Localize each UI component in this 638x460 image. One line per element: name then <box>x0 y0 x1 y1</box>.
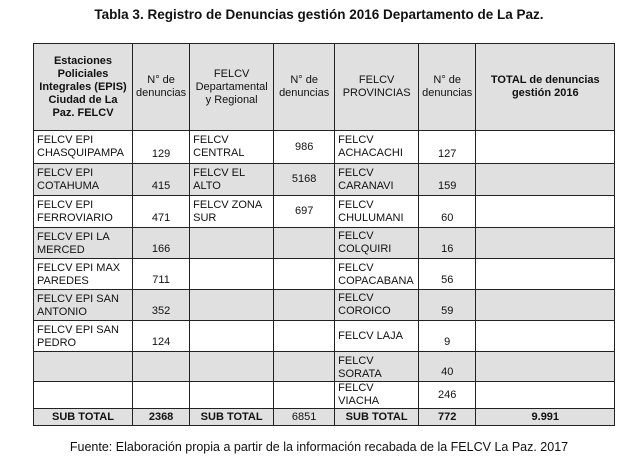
total-cell <box>476 290 615 321</box>
table-row <box>34 259 615 290</box>
denuncias-table <box>33 43 615 426</box>
departamental-count-cell: 5168 <box>274 164 335 196</box>
provincias-name-cell: FELCV LAJA <box>335 321 419 352</box>
subtotal-row <box>34 409 615 426</box>
departamental-name-cell: FELCV ZONA SUR <box>190 196 274 228</box>
departamental-count-cell <box>274 228 335 259</box>
departamental-name-cell <box>190 290 274 321</box>
subtotal-provincias: 772 <box>419 409 476 426</box>
total-cell <box>476 382 615 409</box>
epis-name-cell: FELCV EPI MAX PAREDES <box>34 259 133 290</box>
departamental-count-cell <box>274 321 335 352</box>
epis-name-cell <box>34 352 133 382</box>
departamental-name-cell <box>190 321 274 352</box>
source-note: Fuente: Elaboración propia a partir de la información recabada de la FELCV La Paz. 2017 <box>69 440 569 454</box>
table-row <box>34 382 615 409</box>
epis-name-cell: FELCV EPI SAN PEDRO <box>34 321 133 352</box>
departamental-name-cell: FELCV EL ALTO <box>190 164 274 196</box>
total-cell <box>476 228 615 259</box>
table-row <box>34 290 615 321</box>
provincias-name-cell: FELCV COLQUIRI <box>335 228 419 259</box>
provincias-count-cell: 127 <box>419 131 476 164</box>
provincias-name-cell: FELCV ACHACACHI <box>335 131 419 164</box>
provincias-name-cell: FELCV COROICO <box>335 290 419 321</box>
epis-name-cell: FELCV EPI SAN ANTONIO <box>34 290 133 321</box>
epis-count-cell: 352 <box>133 290 190 321</box>
epis-name-cell: FELCV EPI LA MERCED <box>34 228 133 259</box>
table-row <box>34 196 615 228</box>
provincias-count-cell: 59 <box>419 290 476 321</box>
epis-count-cell <box>133 382 190 409</box>
provincias-name-cell: FELCV COPACABANA <box>335 259 419 290</box>
epis-count-cell: 711 <box>133 259 190 290</box>
header-row <box>34 44 615 131</box>
total-cell <box>476 131 615 164</box>
provincias-name-cell: FELCV CARANAVI <box>335 164 419 196</box>
epis-name-cell: FELCV EPI FERROVIARIO <box>34 196 133 228</box>
departamental-name-cell <box>190 259 274 290</box>
provincias-count-cell: 16 <box>419 228 476 259</box>
header-departamental-count: N° de denuncias <box>274 44 335 131</box>
epis-name-cell: FELCV EPI CHASQUIPAMPA <box>34 131 133 164</box>
provincias-count-cell: 56 <box>419 259 476 290</box>
provincias-count-cell: 60 <box>419 196 476 228</box>
provincias-count-cell: 40 <box>419 352 476 382</box>
total-cell <box>476 321 615 352</box>
departamental-name-cell <box>190 382 274 409</box>
departamental-count-cell <box>274 290 335 321</box>
header-departamental: FELCV Departamental y Regional <box>190 44 274 131</box>
subtotal-epis: 2368 <box>133 409 190 426</box>
subtotal-label: SUB TOTAL <box>34 409 133 426</box>
epis-count-cell: 124 <box>133 321 190 352</box>
epis-count-cell: 415 <box>133 164 190 196</box>
departamental-name-cell <box>190 352 274 382</box>
subtotal-departamental: 6851 <box>274 409 335 426</box>
provincias-name-cell: FELCV VIACHA <box>335 382 419 409</box>
subtotal-label: SUB TOTAL <box>335 409 419 426</box>
epis-name-cell: FELCV EPI COTAHUMA <box>34 164 133 196</box>
header-epis-count: N° de denuncias <box>133 44 190 131</box>
departamental-count-cell: 986 <box>274 131 335 164</box>
departamental-count-cell <box>274 382 335 409</box>
epis-count-cell: 129 <box>133 131 190 164</box>
total-cell <box>476 352 615 382</box>
departamental-count-cell <box>274 352 335 382</box>
table-title: Tabla 3. Registro de Denuncias gestión 2016 Departamento de La Paz. <box>94 7 544 22</box>
grand-total: 9.991 <box>476 409 615 426</box>
epis-count-cell <box>133 352 190 382</box>
table-row <box>34 352 615 382</box>
header-total: TOTAL de denuncias gestión 2016 <box>476 44 615 131</box>
provincias-count-cell: 9 <box>419 321 476 352</box>
departamental-count-cell: 697 <box>274 196 335 228</box>
table-row <box>34 164 615 196</box>
epis-count-cell: 471 <box>133 196 190 228</box>
total-cell <box>476 259 615 290</box>
provincias-count-cell: 159 <box>419 164 476 196</box>
header-provincias: FELCV PROVINCIAS <box>335 44 419 131</box>
table-row <box>34 228 615 259</box>
table-row <box>34 131 615 164</box>
provincias-count-cell: 246 <box>419 382 476 409</box>
departamental-name-cell <box>190 228 274 259</box>
provincias-name-cell: FELCV SORATA <box>335 352 419 382</box>
header-epis: Estaciones Policiales Integrales (EPIS) Ciudad de La Paz. FELCV <box>34 44 133 131</box>
header-provincias-count: N° de denuncias <box>419 44 476 131</box>
subtotal-label: SUB TOTAL <box>190 409 274 426</box>
departamental-name-cell: FELCV CENTRAL <box>190 131 274 164</box>
departamental-count-cell <box>274 259 335 290</box>
table-row <box>34 321 615 352</box>
epis-name-cell <box>34 382 133 409</box>
provincias-name-cell: FELCV CHULUMANI <box>335 196 419 228</box>
total-cell <box>476 164 615 196</box>
epis-count-cell: 166 <box>133 228 190 259</box>
total-cell <box>476 196 615 228</box>
